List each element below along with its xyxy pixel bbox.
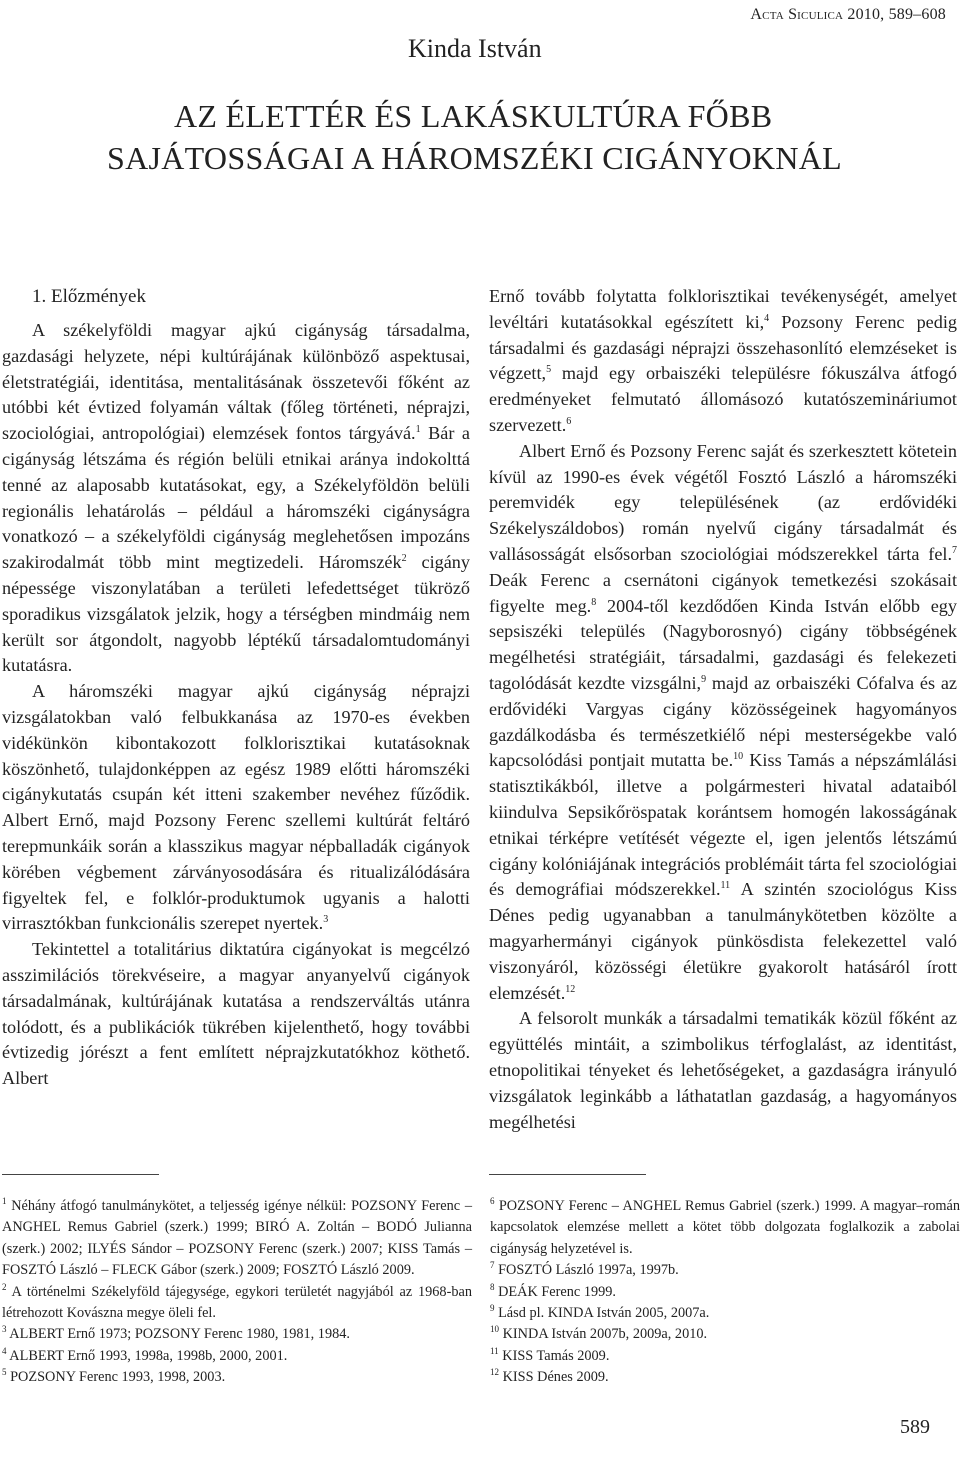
- footnote-text: FOSZTÓ László 1997a, 1997b.: [498, 1262, 679, 1279]
- footnote-number: 11: [490, 1345, 499, 1356]
- footnote: [490, 1282, 960, 1303]
- footnote: [2, 1282, 472, 1325]
- footnote: [490, 1367, 960, 1388]
- footnote-ref: 1: [415, 424, 421, 436]
- text-run: Ernő tovább folytatta folklorisztikai tevékenységét, amelyet levéltári kutatásokkal egészített ki,: [489, 286, 957, 332]
- paragraph: [2, 679, 470, 937]
- paragraph: [489, 1006, 957, 1135]
- footnote-separator: [489, 1174, 646, 1175]
- footnote-text: KISS Dénes 2009.: [502, 1369, 609, 1386]
- text-run: A felsorolt munkák a társadalmi tematikák közül főként az együttélés mintáit, a szimbolikus térfoglalást, az identitást, etnopolitikai tényeket és lehetőségeket, a gazdaságra irányuló vizsgálatok leginkább a láthatatlan gazdaság, a hagyományos megélhetési: [489, 1008, 957, 1132]
- footnote-text: ALBERT Ernő 1993, 1998a, 1998b, 2000, 2001.: [9, 1347, 288, 1364]
- text-run: majd egy orbaiszéki településre fókuszálva átfogó eredményeket felmutató állomásozó kutatószemináriumot szervezett.: [489, 363, 957, 435]
- footnote-ref: 10: [733, 751, 744, 763]
- paragraph: [489, 284, 957, 439]
- footnote: [490, 1324, 960, 1345]
- footnote: [490, 1303, 960, 1324]
- footnote-ref: 3: [323, 914, 329, 926]
- text-run: majd az orbaiszéki Cófalva és az erdővidéki Vargyas cigány közösségeinek hagyományos gazdálkodásba és természetkiélő népi mesterségekbe való kapcsolódási pontjait mutatta be.: [489, 672, 957, 771]
- footnote-number: 9: [490, 1303, 495, 1314]
- section-heading: 1. Előzmények: [32, 286, 146, 307]
- footnote-number: 6: [490, 1196, 495, 1206]
- text-run: A háromszéki magyar ajkú cigányság néprajzi vizsgálatokban való felbukkanása az 1970-es években vidékünkön kibontakozott folklorisztikai kutatásoknak köszönhető, tulajdonképpen az egész 1989 előtti háromszéki cigánykutatás csupán két itteni szakember nevéhez fűződik. Albert Ernő, majd Pozsony Ferenc szellemi kultúrát feltáró terepmunkáik során a klasszikus magyar népballadák cigányok körében végbement zárványosodására és ritualizálódására figyeltek fel, e folklór-produktumok ugyanis a halotti virrasztókban funkcionális szerepet nyertek.: [2, 681, 470, 934]
- footnote-number: 4: [2, 1345, 7, 1356]
- text-run: cigány népessége viszonylatában a területi lefedettséget tükröző sporadikus vizsgálatok jelzik, hogy a térségben mindmáig nem került sor átgondolt, nagyobb léptékű társadalomtudományi kutatásra.: [2, 552, 470, 676]
- footnote-text: POZSONY Ferenc – ANGHEL Remus Gabriel (szerk.) 1999. A magyar–román kapcsolatok elemzése mellett a kötet több dolgozata foglalkozik a zabolai cigányság helyzetével is.: [490, 1198, 960, 1257]
- article-title-line-1: AZ ÉLETTÉR ÉS LAKÁSKULTÚRA FŐBB: [174, 98, 773, 134]
- footnote: [490, 1346, 960, 1367]
- text-run: Pozsony Ferenc pedig társadalmi és gazdasági néprajzi összehasonlító elemzéseket is végzett,: [489, 311, 957, 384]
- text-run: Tekintettel a totalitárius diktatúra cigányokat is megcélzó asszimilációs törekvéseire, a magyar anyanyelvű cigányok társadalmának, kultúrájának kutatása a rendszerváltás utánra tolódott, és a publikációk tükrében kijelenthető, hogy további évtizedig jórészt a fent említett néprajzkutatókhoz köthető. Albert: [2, 939, 470, 1089]
- footnote-text: POZSONY Ferenc 1993, 1998, 2003.: [10, 1369, 226, 1386]
- footnote-number: 7: [490, 1260, 495, 1271]
- paragraph: [2, 318, 470, 679]
- journal-citation: Acta Siculica 2010, 589–608: [750, 6, 946, 23]
- author-name: Kinda István: [408, 34, 542, 63]
- right-text-column: [489, 284, 957, 1135]
- footnote-ref: 8: [591, 596, 597, 608]
- footnote-ref: 6: [566, 415, 572, 427]
- footnote-ref: 4: [764, 312, 770, 324]
- footnote-ref: 2: [401, 553, 407, 565]
- footnote-separator: [2, 1174, 159, 1175]
- footnote-text: KISS Tamás 2009.: [502, 1347, 610, 1364]
- article-title-line-2: SAJÁTOSSÁGAI A HÁROMSZÉKI CIGÁNYOKNÁL: [107, 140, 843, 176]
- text-run: Deák Ferenc a csernátoni cigányok temetkezési szokásait figyelte meg.: [489, 569, 957, 616]
- footnote-number: 12: [490, 1367, 499, 1378]
- footnote-ref: 9: [701, 673, 707, 685]
- footnote-text: Lásd pl. KINDA István 2005, 2007a.: [498, 1305, 710, 1322]
- footnote-number: 3: [2, 1324, 7, 1335]
- footnote: [2, 1346, 472, 1367]
- footnote-ref: 7: [952, 544, 957, 556]
- text-run: A székelyföldi magyar ajkú cigányság társadalma, gazdasági helyzete, népi kultúrájának különböző aspektusai, életstratégiái, identitása, mentalitásának összetevői főként az utóbbi két évtized folyamán váltak (főleg történeti, néprajzi, szociológiai, antropológiai) elemzések fontos tárgyává.: [2, 320, 470, 444]
- footnote-text: Néhány átfogó tanulmánykötet, a teljesség igénye nélkül: POZSONY Ferenc – ANGHEL Remus Gabriel (szerk.) 1999; BIRÓ A. Zoltán – BODÓ Julianna (szerk.) 2002; ILYÉS Sándor – POZSONY Ferenc (szerk.) 2007; KISS Tamás – FOSZTÓ László – FLECK Gábor (szerk.) 2009; FOSZTÓ László 2009.: [2, 1198, 472, 1279]
- footnotes-right: [490, 1196, 960, 1389]
- footnote-number: 10: [490, 1324, 499, 1335]
- footnote-text: KINDA István 2007b, 2009a, 2010.: [502, 1326, 708, 1343]
- footnote: [2, 1324, 472, 1345]
- footnotes-left: [2, 1196, 472, 1389]
- footnote-number: 5: [2, 1367, 7, 1378]
- paragraph: [2, 937, 470, 1092]
- footnote-text: A történelmi Székelyföld tájegysége, egykori területét nagyjából az 1968-ban létrehozott Kovászna megye öleli fel.: [2, 1283, 472, 1322]
- footnote-text: DEÁK Ferenc 1999.: [498, 1283, 616, 1300]
- paragraph: [489, 439, 957, 1007]
- footnote-ref: 11: [720, 880, 731, 892]
- footnote: [2, 1196, 472, 1282]
- footnote-number: 2: [2, 1281, 7, 1292]
- footnote: [490, 1196, 960, 1260]
- footnote-ref: 5: [546, 364, 552, 376]
- footnote: [490, 1260, 960, 1281]
- footnote-ref: 12: [565, 983, 576, 995]
- footnote-number: 1: [2, 1196, 7, 1206]
- page-number: 589: [900, 1416, 930, 1438]
- text-run: Bár a cigányság létszáma és régión belüli etnikai aránya indokolttá tenné az alaposabb kutatásokat, egy, a Székelyföldön belüli regionális lehatárolás – például a háromszéki cigányságra vonatkozó – a székelyföldi cigányság meglehetősen impozáns szakirodalmát több mint megtizedeli. Háromszék: [2, 423, 470, 573]
- footnote: [2, 1367, 472, 1388]
- footnote-number: 8: [490, 1281, 495, 1292]
- footnote-text: ALBERT Ernő 1973; POZSONY Ferenc 1980, 1981, 1984.: [9, 1326, 350, 1343]
- text-run: A szintén szociológus Kiss Dénes pedig ugyanabban a tanulmánykötetben közölte a magyarhermányi cigányok pünkösdista felekezettel való viszonyáról, közösségi életükre gyakorolt hatásáról írott elemzését.: [489, 879, 957, 1003]
- text-run: 2004-től kezdődően Kinda István előbb egy sepsiszéki település (Nagyborosnyó) cigány többségének megélhetési stratégiáit, társadalmi, gazdasági és felekezeti tagolódását kezdte vizsgálni,: [489, 595, 957, 693]
- text-run: Kiss Tamás a népszámlálási statisztikákból, illetve a polgármesteri hivatal adataiból kiindulva Sepsikőröspatak korántsem homogén lakosságának etnikai térképre vetítését végezte el, igen jelentős létszámú cigány kolóniájának integrációs problémáit tárta fel szociológiai és demográfiai módszerekkel.: [489, 750, 957, 900]
- left-text-column: [2, 284, 470, 1092]
- text-run: Albert Ernő és Pozsony Ferenc saját és szerkesztett kötetein kívül az 1990-es évek végétől Fosztó László a háromszéki peremvidék egy településének (az erdővidéki Székelyszáldobos) román nyelvű cigány társadalmát és vallásosságát elsősorban szociológiai módszerekkel tárta fel.: [489, 440, 957, 564]
